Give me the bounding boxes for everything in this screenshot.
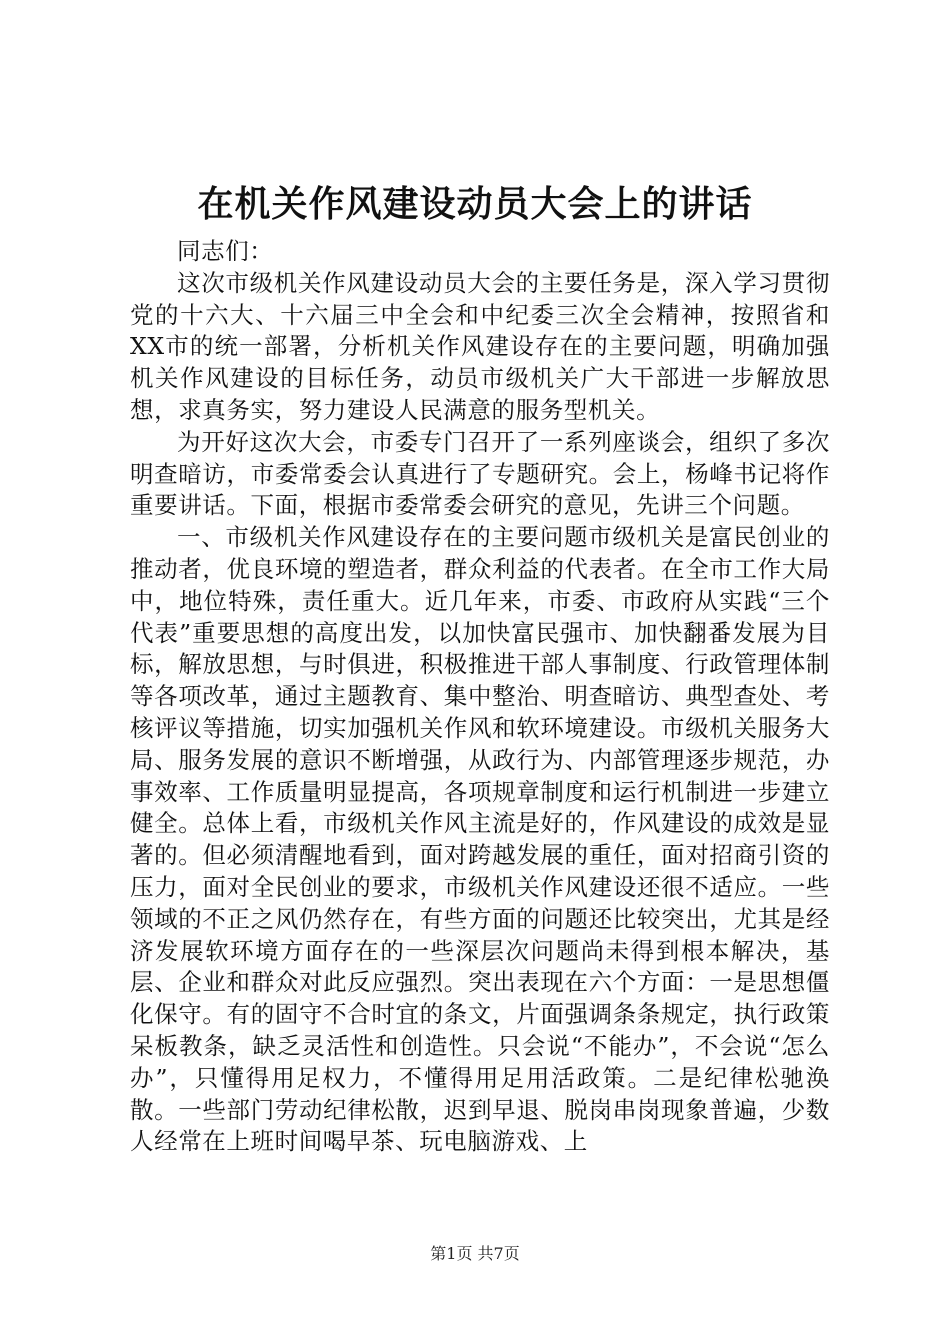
body-paragraph: 这次市级机关作风建设动员大会的主要任务是，深入学习贯彻党的十六大、十六届三中全会和中纪委三次全会精神，按照省和XX市的统一部署，分析机关作风建设存在的主要问题，明确加强机关作风建设的目标任务，动员市级机关广大干部进一步解放思想，求真务实，努力建设人民满意的服务型机关。 <box>130 268 830 424</box>
body-paragraph: 为开好这次大会，市委专门召开了一系列座谈会，组织了多次明查暗访，市委常委会认真进行了专题研究。会上，杨峰书记将作重要讲话。下面，根据市委常委会研究的意见，先讲三个问题。 <box>130 427 830 520</box>
salutation-paragraph: 同志们： <box>177 237 274 265</box>
page-number-footer: 第1页 共7页 <box>430 1244 520 1263</box>
document-title: 在机关作风建设动员大会上的讲话 <box>197 183 753 225</box>
document-body <box>130 236 830 1158</box>
body-paragraph: 一、市级机关作风建设存在的主要问题市级机关是富民创业的推动者，优良环境的塑造者，群众利益的代表者。在全市工作大局中，地位特殊，责任重大。近几年来，市委、市政府从实践“三个代表”重要思想的高度出发，以加快富民强市、加快翻番发展为目标，解放思想，与时俱进，积极推进干部人事制度、行政管理体制等各项改革，通过主题教育、集中整治、明查暗访、典型查处、考核评议等措施，切实加强机关作风和软环境建设。市级机关服务大局、服务发展的意识不断增强，从政行为、内部管理逐步规范，办事效率、工作质量明显提高，各项规章制度和运行机制进一步建立健全。总体上看，市级机关作风主流是好的，作风建设的成效是显著的。但必须清醒地看到，面对跨越发展的重任，面对招商引资的压力，面对全民创业的要求，市级机关作风建设还很不适应。一些领域的不正之风仍然存在，有些方面的问题还比较突出，尤其是经济发展软环境方面存在的一些深层次问题尚未得到根本解决，基层、企业和群众对此反应强烈。突出表现在六个方面：一是思想僵化保守。有的固守不合时宜的条文，片面强调条条规定，执行政策呆板教条，缺乏灵活性和创造性。只会说“不能办”，不会说“怎么办”，只懂得用足权力，不懂得用足用活政策。二是纪律松驰涣散。一些部门劳动纪律松散，迟到早退、脱岗串岗现象普遍，少数人经常在上班时间喝早茶、玩电脑游戏、上 <box>130 523 830 1156</box>
